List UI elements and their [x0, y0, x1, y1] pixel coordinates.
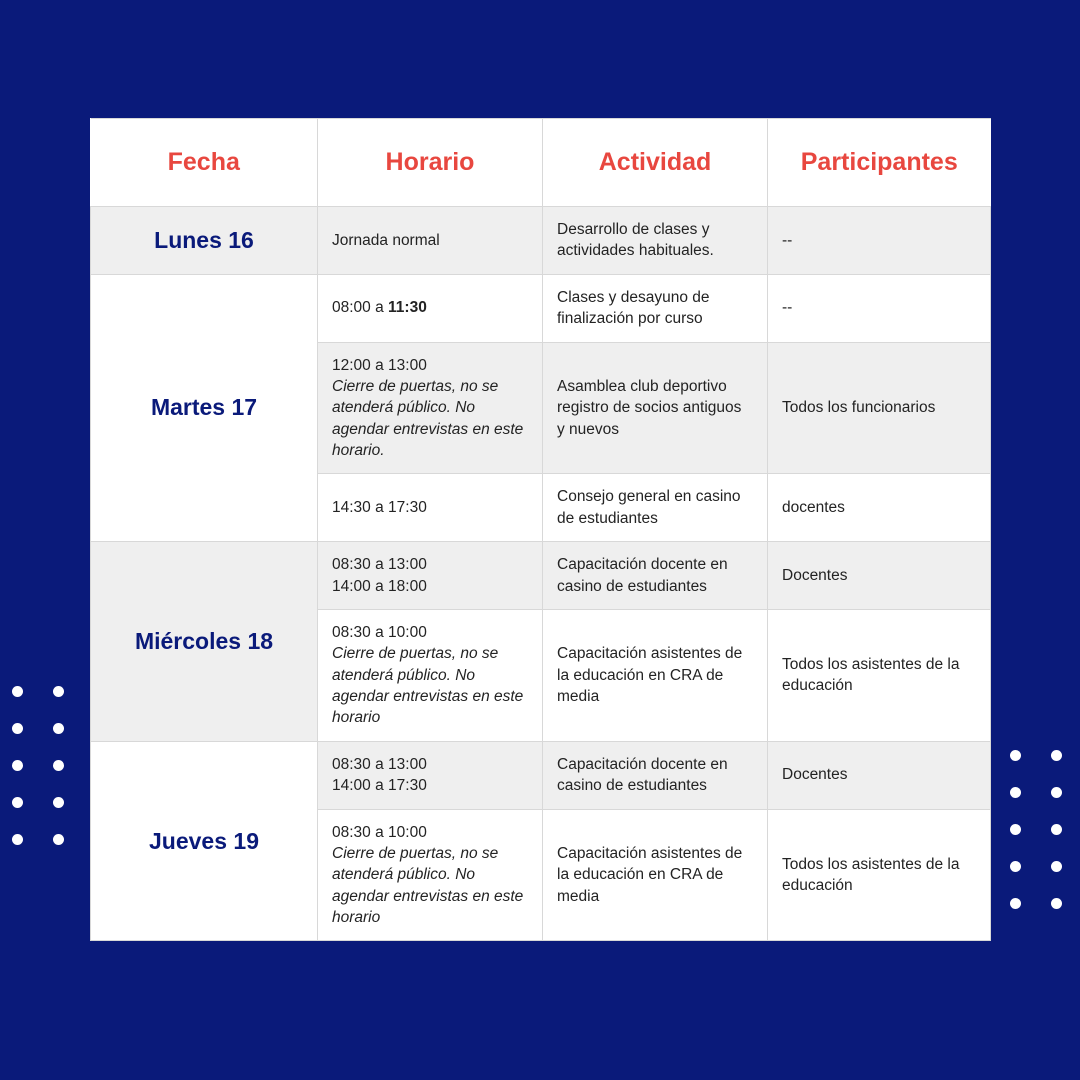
horario-cell: [318, 342, 543, 474]
dot: [12, 834, 23, 845]
horario-note: Cierre de puertas, no se atenderá público. No agendar entrevistas en este horario.: [332, 377, 524, 459]
horario-text: 12:00 a 13:00: [332, 356, 427, 374]
schedule-table: [90, 118, 991, 941]
horario-note: Cierre de puertas, no se atenderá público. No agendar entrevistas en este horario: [332, 844, 524, 926]
actividad-cell: Consejo general en casino de estudiantes: [543, 474, 768, 542]
participantes-cell: Docentes: [768, 542, 991, 610]
actividad-cell: Capacitación asistentes de la educación en CRA de media: [543, 609, 768, 741]
dot: [1051, 750, 1062, 761]
horario-text: 08:30 a 13:00: [332, 755, 427, 773]
participantes-cell: --: [768, 274, 991, 342]
actividad-cell: Capacitación docente en casino de estudiantes: [543, 542, 768, 610]
horario-text-2: 14:00 a 17:30: [332, 777, 427, 795]
horario-cell: [318, 809, 543, 941]
header-row: [91, 119, 991, 207]
day-cell-miercoles: Miércoles 18: [91, 542, 318, 742]
horario-cell: [318, 741, 543, 809]
decorative-dots-left: [12, 686, 64, 845]
dot: [1010, 750, 1021, 761]
horario-cell: [318, 542, 543, 610]
table-row: [91, 207, 991, 275]
column-header-fecha: Fecha: [91, 119, 318, 207]
horario-text: 08:30 a 13:00: [332, 556, 427, 574]
horario-text: 08:00 a: [332, 299, 389, 317]
actividad-cell: Clases y desayuno de finalización por curso: [543, 274, 768, 342]
actividad-cell: Asamblea club deportivo registro de socios antiguos y nuevos: [543, 342, 768, 474]
horario-cell: [318, 609, 543, 741]
table-body: [91, 207, 991, 941]
dot: [53, 797, 64, 808]
dot: [1051, 898, 1062, 909]
participantes-cell: --: [768, 207, 991, 275]
dot: [1010, 861, 1021, 872]
horario-cell: [318, 274, 543, 342]
horario-text: 14:30 a 17:30: [332, 499, 427, 517]
participantes-cell: Todos los asistentes de la educación: [768, 809, 991, 941]
participantes-cell: Docentes: [768, 741, 991, 809]
dot: [1010, 787, 1021, 798]
dot: [12, 797, 23, 808]
participantes-cell: Todos los funcionarios: [768, 342, 991, 474]
participantes-cell: Todos los asistentes de la educación: [768, 609, 991, 741]
dot: [53, 686, 64, 697]
horario-cell: [318, 474, 543, 542]
horario-cell: [318, 207, 543, 275]
table-row: [91, 741, 991, 809]
table-row: [91, 542, 991, 610]
day-cell-lunes: Lunes 16: [91, 207, 318, 275]
horario-text-bold: 11:30: [388, 299, 427, 317]
dot: [53, 723, 64, 734]
actividad-cell: Capacitación docente en casino de estudiantes: [543, 741, 768, 809]
dot: [12, 760, 23, 771]
horario-text: 08:30 a 10:00: [332, 823, 427, 841]
dot: [53, 760, 64, 771]
dot: [1051, 861, 1062, 872]
horario-text: Jornada normal: [332, 231, 440, 249]
horario-note: Cierre de puertas, no se atenderá público. No agendar entrevistas en este horario: [332, 645, 524, 727]
dot: [1051, 824, 1062, 835]
dot: [12, 723, 23, 734]
dot: [53, 834, 64, 845]
horario-text: 08:30 a 10:00: [332, 623, 427, 641]
dot: [1010, 898, 1021, 909]
column-header-actividad: Actividad: [543, 119, 768, 207]
dot: [12, 686, 23, 697]
day-cell-jueves: Jueves 19: [91, 741, 318, 941]
dot: [1010, 824, 1021, 835]
column-header-horario: Horario: [318, 119, 543, 207]
participantes-cell: docentes: [768, 474, 991, 542]
table-header: [91, 119, 991, 207]
actividad-cell: Capacitación asistentes de la educación en CRA de media: [543, 809, 768, 941]
decorative-dots-right: [1010, 750, 1062, 909]
dot: [1051, 787, 1062, 798]
column-header-participantes: Participantes: [768, 119, 991, 207]
day-cell-martes: Martes 17: [91, 274, 318, 541]
actividad-cell: Desarrollo de clases y actividades habituales.: [543, 207, 768, 275]
horario-text-2: 14:00 a 18:00: [332, 577, 427, 595]
table-row: [91, 274, 991, 342]
schedule-card: [90, 118, 990, 941]
